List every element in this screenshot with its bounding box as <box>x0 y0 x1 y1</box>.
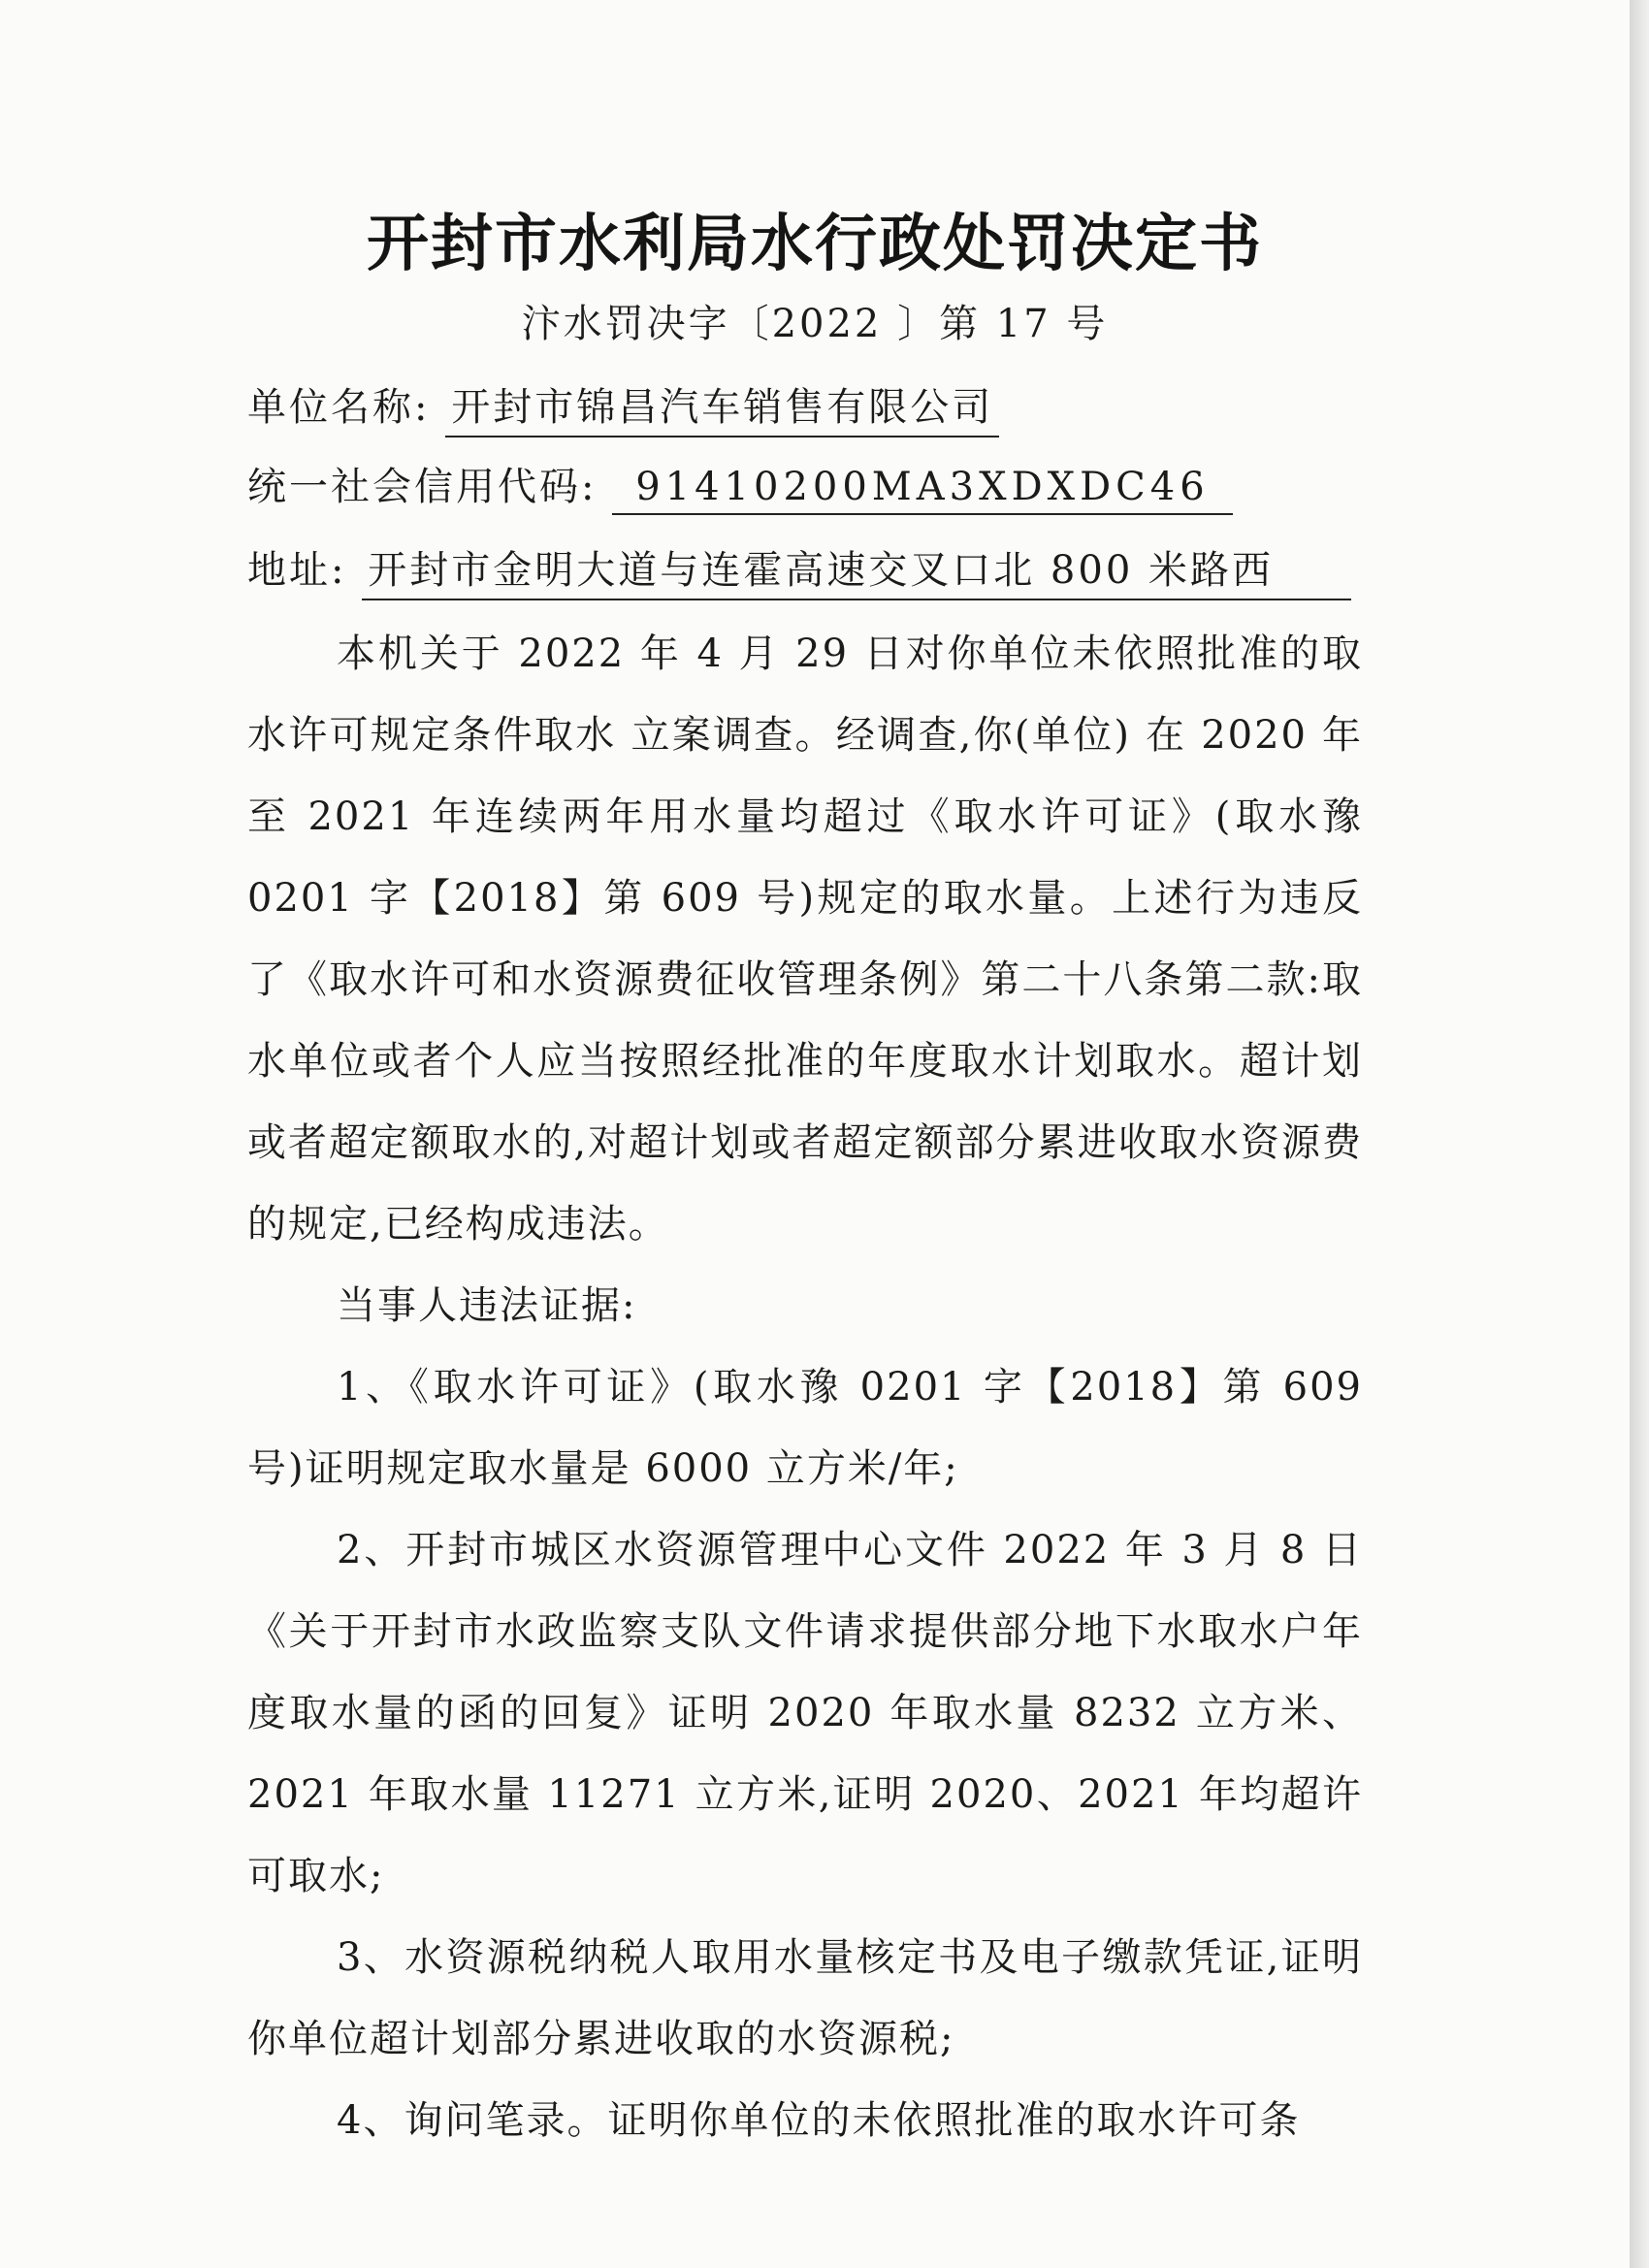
scan-edge <box>1630 0 1649 2268</box>
decision-body <box>247 613 1363 2161</box>
unit-name-label: 单位名称: <box>247 385 431 430</box>
address-row <box>247 539 1351 600</box>
address-value: 开封市金明大道与连霍高速交叉口北 800 米路西 <box>362 539 1351 600</box>
unit-name-value: 开封市锦昌汽车销售有限公司 <box>445 376 999 437</box>
evidence-heading: 当事人违法证据: <box>337 1283 637 1328</box>
evidence-item-2: 2、开封市城区水资源管理中心文件 2022 年 3 月 8 日《关于开封市水政监察支队文件请求提供部分地下水取水户年度取水量的函的回复》证明 2020 年取水量 8232 立方米、2021 年取水量 11271 立方米,证明 2020、2021 年均超许可取水; <box>247 1528 1363 1898</box>
evidence-item-4: 4、询问笔录。证明你单位的未依照批准的取水许可条 <box>337 2098 1301 2143</box>
credit-code-label: 统一社会信用代码: <box>247 465 598 509</box>
findings-paragraph: 本机关于 2022 年 4 月 29 日对你单位未依照批准的取水许可规定条件取水 立案调查。经调查,你(单位) 在 2020 年至 2021 年连续两年用水量均超过《取水许可证》(取水豫 0201 字【2018】第 609 号)规定的取水量。上述行为违反了《取水许可和水资源费征收管理条例》第二十八条第二款:取水单位或者个人应当按照经批准的年度取水计划取水。超计划或者超定额取水的,对超计划或者超定额部分累进收取水资源费 的规定,已经构成违法。 <box>247 632 1363 1247</box>
document-title: 开封市水利局水行政处罚决定书 <box>367 208 1263 280</box>
address-label: 地址: <box>247 548 347 593</box>
credit-code-row <box>247 456 1233 515</box>
unit-name-row <box>247 376 999 437</box>
evidence-item-3: 3、水资源税纳税人取用水量核定书及电子缴款凭证,证明你单位超计划部分累进收取的水资源税; <box>247 1935 1363 2061</box>
document-number: 汴水罚决字〔2022 〕第 17 号 <box>521 302 1109 346</box>
evidence-item-1: 1、《取水许可证》(取水豫 0201 字【2018】第 609 号)证明规定取水量是 6000 立方米/年; <box>247 1365 1363 1491</box>
credit-code-value: 91410200MA3XDXDC46 <box>612 465 1232 515</box>
